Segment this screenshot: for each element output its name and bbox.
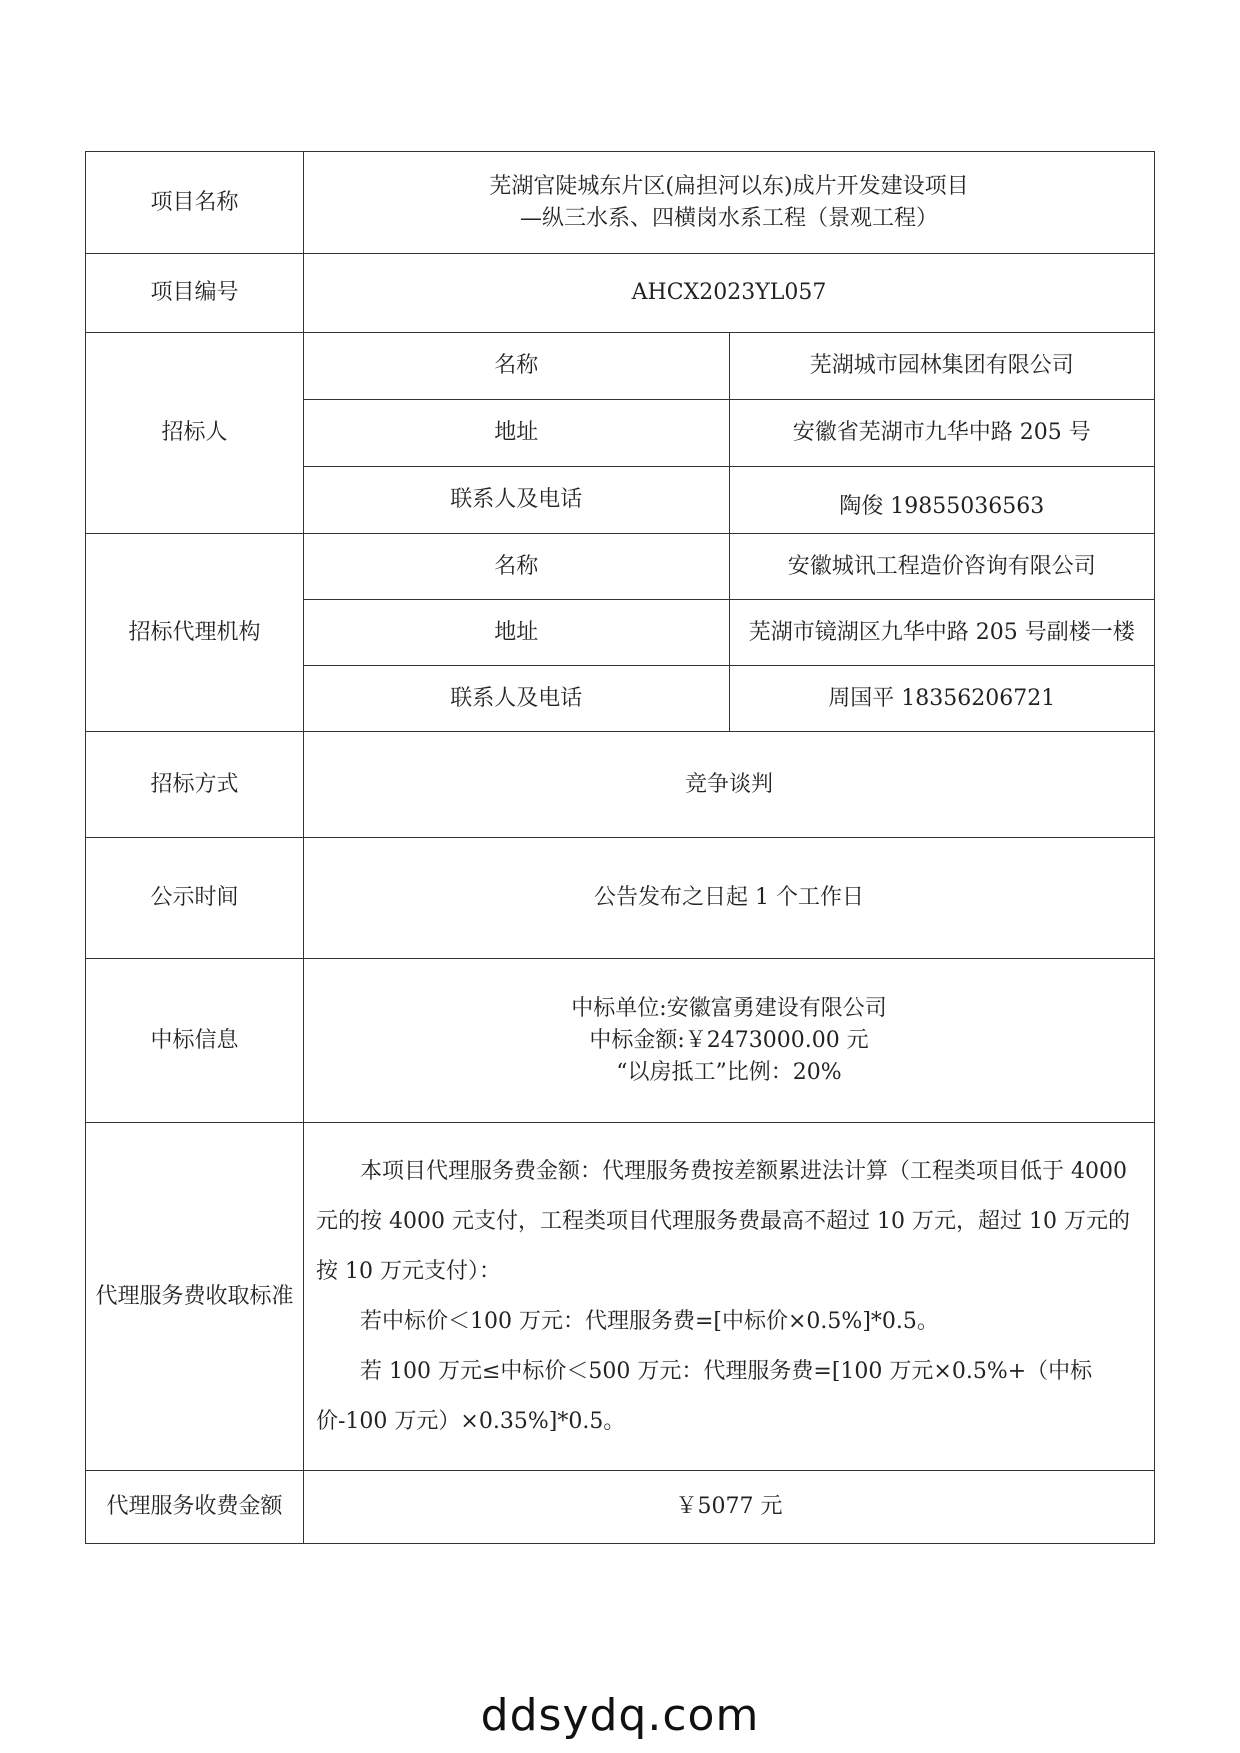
award-ratio: “以房抵工”比例：20% xyxy=(616,1059,842,1085)
row-award xyxy=(86,959,1155,1123)
row-agency-name xyxy=(86,534,1155,600)
row-publicity xyxy=(86,838,1155,959)
tenderer-contact-value: 陶俊 19855036563 xyxy=(729,467,1155,534)
row-method xyxy=(86,732,1155,838)
agency-contact-label: 联系人及电话 xyxy=(304,666,730,732)
row-fee-amount xyxy=(86,1471,1155,1544)
tenderer-contact-label: 联系人及电话 xyxy=(304,467,730,534)
tenderer-addr-label: 地址 xyxy=(304,400,730,467)
project-no-label: 项目编号 xyxy=(86,254,304,333)
fee-standard-value xyxy=(304,1123,1155,1471)
site-watermark: ddsydq.com xyxy=(480,1690,760,1741)
tenderer-label: 招标人 xyxy=(86,333,304,534)
agency-addr-label: 地址 xyxy=(304,600,730,666)
fee-standard-paragraph-3: 若 100 万元≤中标价＜500 万元：代理服务费=[100 万元×0.5%+（中标价-100 万元）×0.35%]*0.5。 xyxy=(316,1358,1093,1434)
award-value xyxy=(304,959,1155,1123)
project-no-value: AHCX2023YL057 xyxy=(304,254,1155,333)
award-label: 中标信息 xyxy=(86,959,304,1123)
publicity-value: 公告发布之日起 1 个工作日 xyxy=(304,838,1155,959)
method-label: 招标方式 xyxy=(86,732,304,838)
agency-name-label: 名称 xyxy=(304,534,730,600)
fee-amount-value: ￥5077 元 xyxy=(304,1471,1155,1544)
tenderer-name-label: 名称 xyxy=(304,333,730,400)
row-fee-standard xyxy=(86,1123,1155,1471)
publicity-label: 公示时间 xyxy=(86,838,304,959)
agency-contact-value: 周国平 18356206721 xyxy=(729,666,1155,732)
fee-standard-paragraph-1: 本项目代理服务费金额：代理服务费按差额累进法计算（工程类项目低于 4000 元的按 4000 元支付，工程类项目代理服务费最高不超过 10 万元，超过 10 万元的按 10 万元支付）： xyxy=(316,1158,1130,1284)
award-amount: 中标金额:￥2473000.00 元 xyxy=(589,1027,869,1053)
fee-amount-label: 代理服务收费金额 xyxy=(86,1471,304,1544)
tenderer-name-value: 芜湖城市园林集团有限公司 xyxy=(729,333,1155,400)
announcement-table xyxy=(85,151,1155,1544)
agency-addr-value: 芜湖市镜湖区九华中路 205 号副楼一楼 xyxy=(729,600,1155,666)
row-project-name xyxy=(86,152,1155,254)
award-unit: 中标单位:安徽富勇建设有限公司 xyxy=(571,995,887,1021)
project-name-value xyxy=(304,152,1155,254)
method-value: 竞争谈判 xyxy=(304,732,1155,838)
project-name-label: 项目名称 xyxy=(86,152,304,254)
project-name-line1: 芜湖官陡城东片区(扁担河以东)成片开发建设项目 xyxy=(489,173,969,199)
tenderer-addr-value: 安徽省芜湖市九华中路 205 号 xyxy=(729,400,1155,467)
agency-name-value: 安徽城讯工程造价咨询有限公司 xyxy=(729,534,1155,600)
row-project-no xyxy=(86,254,1155,333)
project-name-line2: —纵三水系、四横岗水系工程（景观工程） xyxy=(519,205,938,231)
row-tenderer-name xyxy=(86,333,1155,400)
agency-label: 招标代理机构 xyxy=(86,534,304,732)
fee-standard-label: 代理服务费收取标准 xyxy=(86,1123,304,1471)
fee-standard-paragraph-2: 若中标价＜100 万元：代理服务费=[中标价×0.5%]*0.5。 xyxy=(360,1308,939,1334)
